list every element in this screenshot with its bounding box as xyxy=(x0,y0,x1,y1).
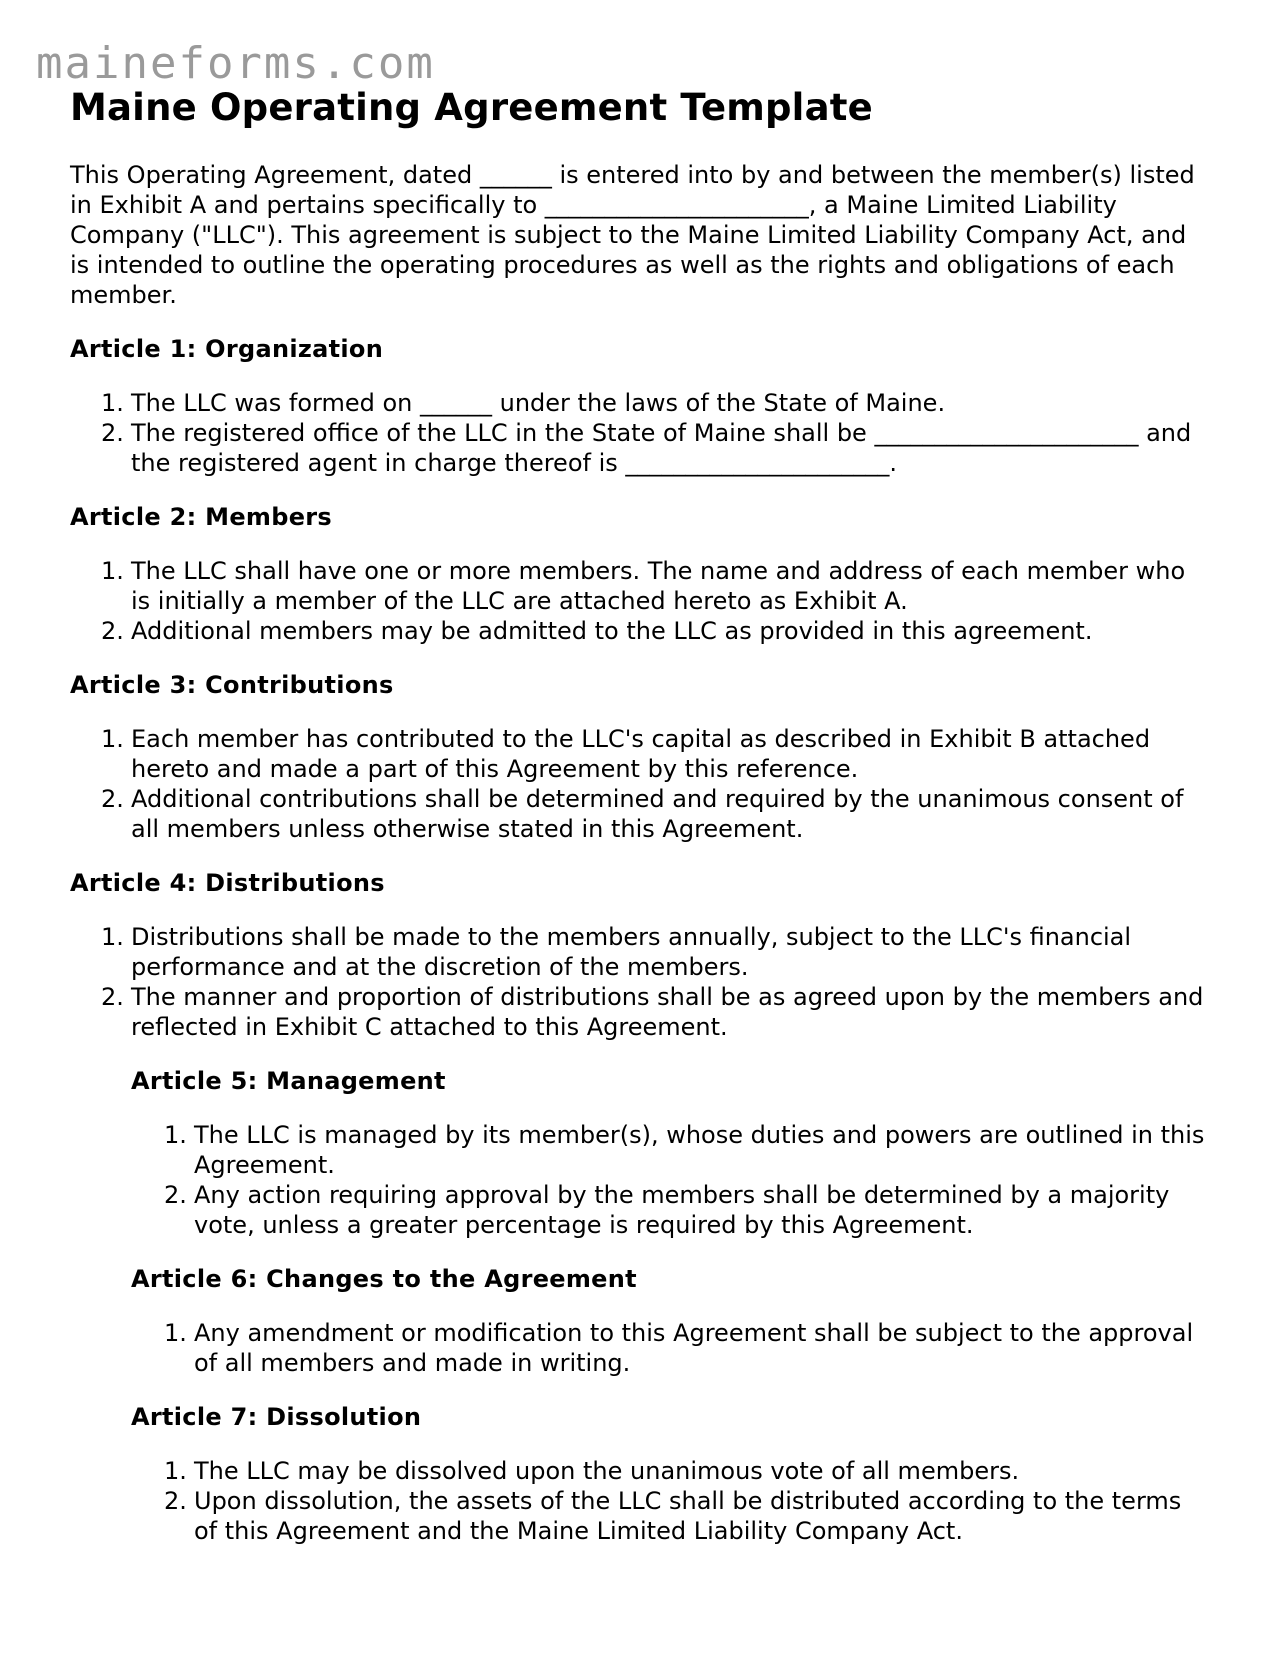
article-5 xyxy=(131,1066,1210,1240)
article-list xyxy=(131,1120,1210,1240)
item-number: 1. xyxy=(101,725,124,754)
item-text: Additional contributions shall be determined and required by the unanimous consent of all members unless otherwise stated in this Agreement. xyxy=(131,785,1184,844)
article-list xyxy=(131,1318,1210,1378)
article-6 xyxy=(131,1264,1210,1378)
item-text: Any amendment or modification to this Agreement shall be subject to the approval of all members and made in writing. xyxy=(194,1319,1194,1378)
item-number: 2. xyxy=(101,785,124,814)
registered-office-blank: ______________________ xyxy=(874,419,1139,448)
article-list xyxy=(70,724,1210,844)
item-text: The LLC was formed on xyxy=(131,389,420,418)
list-item xyxy=(70,724,1210,784)
article-3 xyxy=(70,670,1210,844)
article-list xyxy=(70,556,1210,646)
item-text: Upon dissolution, the assets of the LLC shall be distributed according to the terms of this Agreement and the Maine Limited Liability Company Act. xyxy=(194,1487,1182,1546)
item-number: 1. xyxy=(164,1319,187,1348)
page-title: Maine Operating Agreement Template xyxy=(70,86,873,129)
intro-text: , a Maine Limited Liability Company ("LLC"). This agreement is subject to the Maine Limited Liability Company Act, and is intended to outline the operating procedures as well as the rights and obligations of each member. xyxy=(70,191,1187,310)
item-text: . xyxy=(889,449,898,478)
item-text: The LLC shall have one or more members. The name and address of each member who is initially a member of the LLC are attached hereto as Exhibit A. xyxy=(131,557,1186,616)
item-text: Each member has contributed to the LLC's capital as described in Exhibit B attached hereto and made a part of this Agreement by this reference. xyxy=(131,725,1151,784)
article-list xyxy=(70,388,1210,478)
list-item xyxy=(131,1180,1210,1240)
item-number: 2. xyxy=(101,419,124,448)
formation-date-blank: ______ xyxy=(419,389,492,418)
list-item xyxy=(131,1120,1210,1180)
item-text: Additional members may be admitted to the LLC as provided in this agreement. xyxy=(131,617,1093,646)
list-item xyxy=(70,556,1210,616)
item-number: 1. xyxy=(101,923,124,952)
document xyxy=(70,86,1210,1546)
list-item xyxy=(70,418,1210,478)
article-1 xyxy=(70,334,1210,478)
article-heading: Article 7: Dissolution xyxy=(131,1403,422,1432)
list-item xyxy=(70,982,1210,1042)
item-number: 1. xyxy=(101,557,124,586)
llc-name-blank: ______________________ xyxy=(544,191,809,220)
item-text: The LLC is managed by its member(s), whose duties and powers are outlined in this Agreement. xyxy=(194,1121,1205,1180)
article-heading: Article 5: Management xyxy=(131,1067,446,1096)
item-text: Distributions shall be made to the members annually, subject to the LLC's financial performance and at the discretion of the members. xyxy=(131,923,1132,982)
item-text: Any action requiring approval by the members shall be determined by a majority vote, unless a greater percentage is required by this Agreement. xyxy=(194,1181,1170,1240)
list-item xyxy=(131,1318,1210,1378)
date-blank: ______ xyxy=(479,161,552,190)
list-item xyxy=(131,1486,1210,1546)
article-heading: Article 6: Changes to the Agreement xyxy=(131,1265,637,1294)
intro-text: This Operating Agreement, dated xyxy=(70,161,480,190)
article-4 xyxy=(70,868,1210,1042)
list-item xyxy=(70,784,1210,844)
list-item xyxy=(70,616,1210,646)
item-number: 1. xyxy=(164,1121,187,1150)
article-2 xyxy=(70,502,1210,646)
item-text: The registered office of the LLC in the State of Maine shall be xyxy=(131,419,875,448)
intro-text: is entered into by and between the member(s) listed in Exhibit A and pertains specifically to xyxy=(70,161,1195,220)
intro-paragraph xyxy=(70,160,1210,310)
list-item xyxy=(131,1456,1210,1486)
article-heading: Article 3: Contributions xyxy=(70,671,394,700)
item-number: 2. xyxy=(101,983,124,1012)
article-heading: Article 2: Members xyxy=(70,503,332,532)
article-list xyxy=(131,1456,1210,1546)
item-number: 2. xyxy=(101,617,124,646)
item-text: The manner and proportion of distributions shall be as agreed upon by the members and reflected in Exhibit C attached to this Agreement. xyxy=(131,983,1204,1042)
article-list xyxy=(70,922,1210,1042)
item-number: 1. xyxy=(164,1457,187,1486)
item-number: 2. xyxy=(164,1487,187,1516)
article-heading: Article 4: Distributions xyxy=(70,869,385,898)
item-text: under the laws of the State of Maine. xyxy=(491,389,946,418)
item-number: 2. xyxy=(164,1181,187,1210)
article-7 xyxy=(131,1402,1210,1546)
item-number: 1. xyxy=(101,389,124,418)
registered-agent-blank: ______________________ xyxy=(625,449,890,478)
list-item xyxy=(70,922,1210,982)
article-heading: Article 1: Organization xyxy=(70,335,384,364)
item-text: and the registered agent in charge thereof is xyxy=(131,419,1192,478)
item-text: The LLC may be dissolved upon the unanimous vote of all members. xyxy=(194,1457,1020,1486)
list-item xyxy=(70,388,1210,418)
watermark: maineforms.com xyxy=(36,38,435,89)
